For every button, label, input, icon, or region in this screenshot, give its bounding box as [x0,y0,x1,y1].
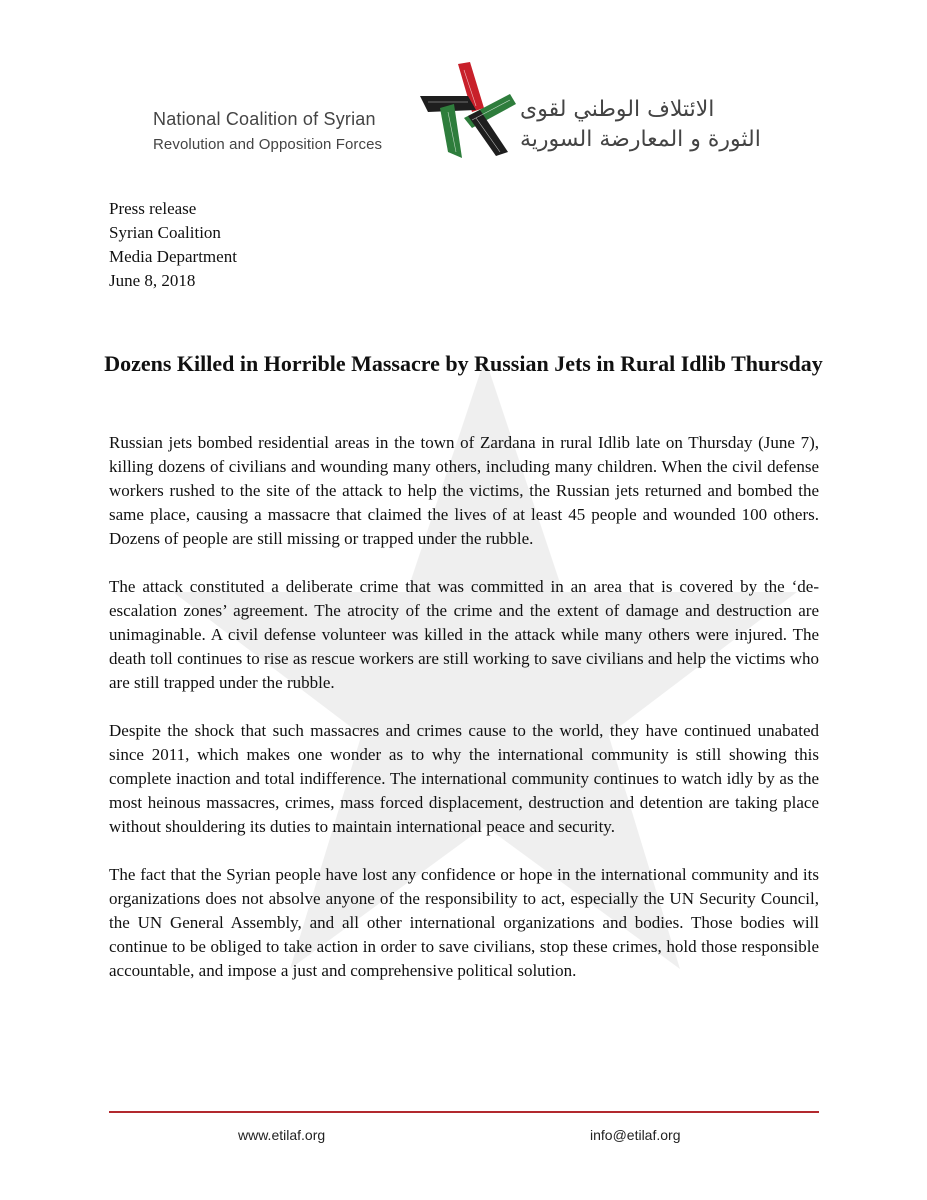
paragraph: Russian jets bombed residential areas in the town of Zardana in rural Idlib late on Thursday (June 7), killing dozens of civilians and wounding many others, including many children. When the civil defense workers rushed to the site of the attack to help the victims, the Russian jets returned and bombed the same place, causing a massacre that claimed the lives of at least 45 people and wounded 100 others. Dozens of people are still missing or trapped under the rubble. [109,433,819,548]
org-name-english [153,107,382,159]
paragraph: Despite the shock that such massacres and crimes cause to the world, they have continued unabated since 2011, which makes one wonder as to why the international community is still showing this complete inaction and total indifference. The international community continues to watch idly by as the most heinous massacres, crimes, mass forced displacement, destruction and detention are taking place without shouldering its duties to maintain international peace and security. [109,721,819,836]
press-release-title: Dozens Killed in Horrible Massacre by Russian Jets in Rural Idlib Thursday [104,351,823,376]
doc-type: Press release [109,199,197,218]
date: June 8, 2018 [109,271,196,290]
footer-divider [109,1111,819,1113]
department: Media Department [109,247,237,266]
paragraph: The attack constituted a deliberate crime that was committed in an area that is covered by the ‘de-escalation zones’ agreement. The atrocity of the crime and the extent of damage and destruction are unimaginable. A civil defense volunteer was killed in the attack while many others were injured. The death toll continues to rise as rescue workers are still working to save civilians and help the victims who are still trapped under the rubble. [109,577,819,692]
org-name-ar-line1: الائتلاف الوطني لقوى [520,97,715,122]
source: Syrian Coalition [109,223,221,242]
press-release-body [109,431,819,1007]
paragraph: The fact that the Syrian people have lost any confidence or hope in the international community and its organizations does not absolve anyone of the responsibility to act, especially the UN Security Council, the UN General Assembly, and all other international organizations and bodies. Those bodies will continue to be obliged to take action in order to save civilians, stop these crimes, hold those responsible accountable, and impose a just and comprehensive political solution. [109,865,819,980]
footer-email-link[interactable]: info@etilaf.org [590,1127,681,1143]
org-name-ar-line2: الثورة و المعارضة السورية [520,127,761,152]
coalition-star-logo-icon [418,60,518,160]
footer-website-link[interactable]: www.etilaf.org [238,1127,326,1143]
org-name-en-line2: Revolution and Opposition Forces [153,136,383,153]
org-name-en-line1: National Coalition of Syrian [153,109,376,129]
letterhead [0,55,927,165]
press-release-meta [109,197,237,293]
org-name-arabic [520,95,770,155]
